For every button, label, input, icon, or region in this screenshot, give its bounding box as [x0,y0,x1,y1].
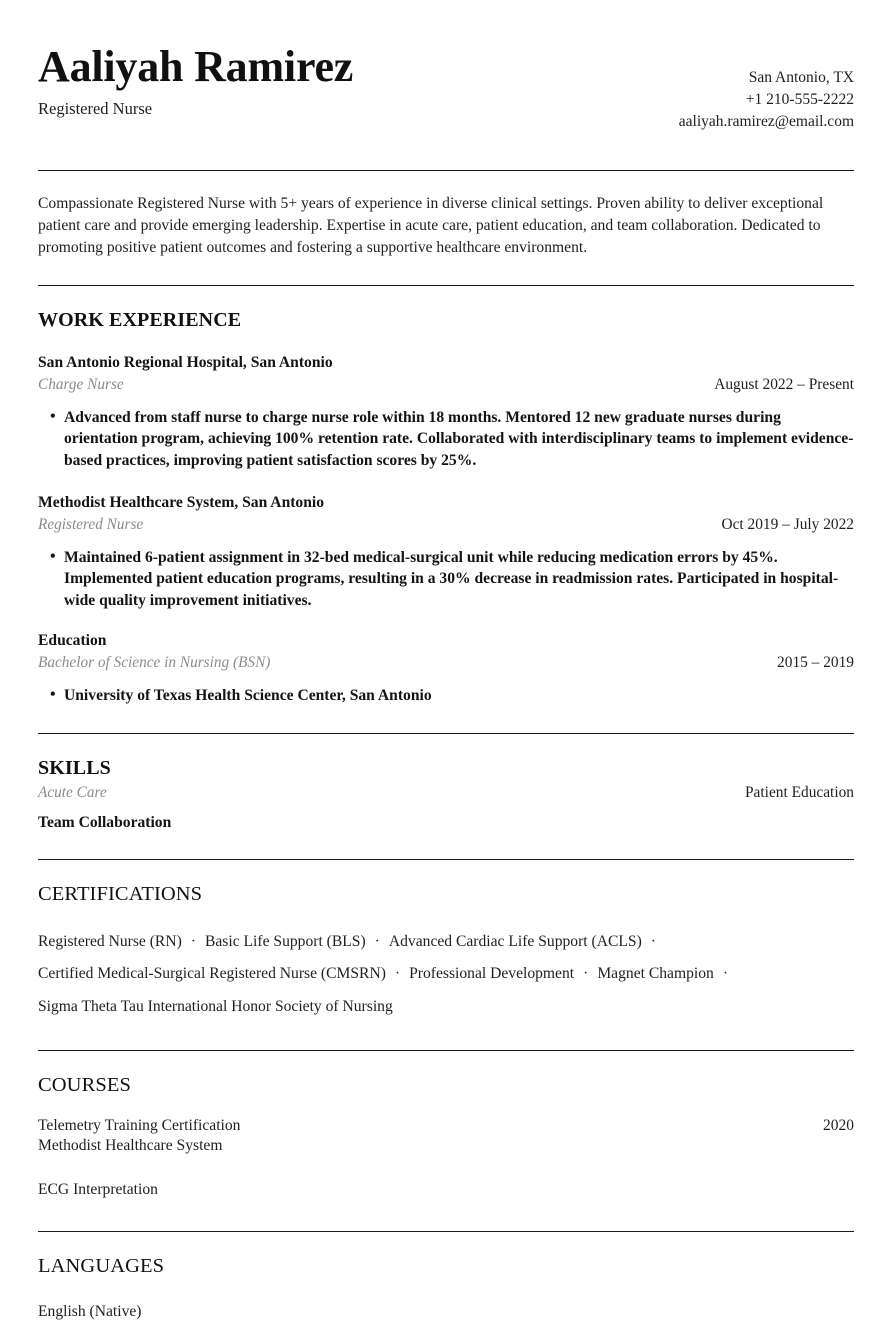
certification-separator: · [190,933,196,951]
experience-meta-row [38,515,854,535]
experience-entry [38,493,854,611]
candidate-role: Registered Nurse [38,98,153,118]
resume-header [38,0,854,133]
certification-item: Magnet Champion [597,965,714,983]
experience-date-range: August 2022 – Present [714,375,854,393]
certification-separator: · [722,965,729,983]
section-title-languages: LANGUAGES [38,1255,165,1278]
contact-block [679,44,854,133]
header-identity [38,44,353,119]
professional-summary: Compassionate Registered Nurse with 5+ years of experience in diverse clinical settings. Proven ability to deliver exceptional patient care and provide emerging leadership. Expertise in acute care, patient education, and team collaboration. Dedicated to promoting positive patient outcomes and fostering a supportive healthcare environment. [38,195,824,257]
certification-separator: · [374,933,380,951]
experience-organization: San Antonio Regional Hospital, San Antonio [38,354,333,372]
experience-meta-row [38,375,854,395]
candidate-name: Aaliyah Ramirez [38,42,354,91]
education-entry [38,631,854,706]
certifications-list [38,926,854,1023]
section-title-work-experience: WORK EXPERIENCE [38,309,242,332]
skill-acute-care: Acute Care [38,784,107,802]
course-entry [38,1116,854,1156]
certification-item: Certified Medical-Surgical Registered Nurse (CMSRN) [38,965,386,983]
course-name: Telemetry Training Certification [38,1117,241,1135]
education-bullet: • University of Texas Health Science Center, San Antonio [38,685,854,707]
resume-content [38,0,854,1322]
divider-summary [38,285,854,286]
divider-header [38,170,854,171]
education-date-range: 2015 – 2019 [777,653,854,671]
divider-skills [38,733,854,734]
course-provider: Methodist Healthcare System [38,1137,223,1155]
divider-certifications [38,859,854,860]
certification-item: Professional Development [409,965,575,983]
skills-row [38,783,854,803]
skill-patient-education: Patient Education [745,784,854,802]
language-item: English (Native) [38,1302,142,1320]
course-entry [38,1180,854,1200]
experience-organization: Methodist Healthcare System, San Antonio [38,494,325,512]
education-label: Education [38,632,107,650]
section-title-certifications: CERTIFICATIONS [38,883,203,906]
experience-entry [38,353,854,471]
education-meta-row [38,653,854,673]
contact-email: aaliyah.ramirez@email.com [678,113,854,130]
certification-item: Registered Nurse (RN) [38,933,182,951]
skill-team-collaboration: Team Collaboration [38,813,172,831]
course-year: 2020 [823,1117,854,1135]
certification-separator: · [583,965,589,983]
experience-bullet-list [38,547,854,612]
divider-courses [38,1050,854,1051]
experience-job-title: Charge Nurse [38,375,124,393]
course-meta-row [38,1180,854,1200]
education-bullet-list [38,685,854,707]
experience-bullet: • Maintained 6-patient assignment in 32-bed medical-surgical unit while reducing medication errors by 45%. Implemented patient education programs, resulting in a 30% decrease in readmission rates. Participated in hospital-wide quality improvement initiatives. [38,547,854,612]
certification-separator: · [394,965,401,983]
experience-bullet: • Advanced from staff nurse to charge nurse role within 18 months. Mentored 12 new graduate nurses during orientation program, achieving 100% retention rate. Collaborated with interdisciplinary teams to implement evidence-based practices, improving patient satisfaction scores by 25%. [38,407,854,472]
course-meta-row [38,1116,854,1136]
experience-job-title: Registered Nurse [38,515,144,533]
certification-separator: · [650,933,656,951]
section-title-skills: SKILLS [38,757,111,780]
divider-languages [38,1231,854,1232]
course-name: ECG Interpretation [38,1181,158,1199]
experience-date-range: Oct 2019 – July 2022 [721,515,854,533]
certification-item: Sigma Theta Tau International Honor Society of Nursing [38,997,393,1015]
certification-item: Basic Life Support (BLS) [204,933,366,951]
certification-item: Advanced Cardiac Life Support (ACLS) [388,933,642,951]
section-title-courses: COURSES [38,1073,131,1096]
contact-phone: +1 210-555-2222 [745,91,854,108]
experience-bullet-list [38,407,854,472]
contact-location: San Antonio, TX [748,69,854,86]
education-degree: Bachelor of Science in Nursing (BSN) [38,653,271,671]
